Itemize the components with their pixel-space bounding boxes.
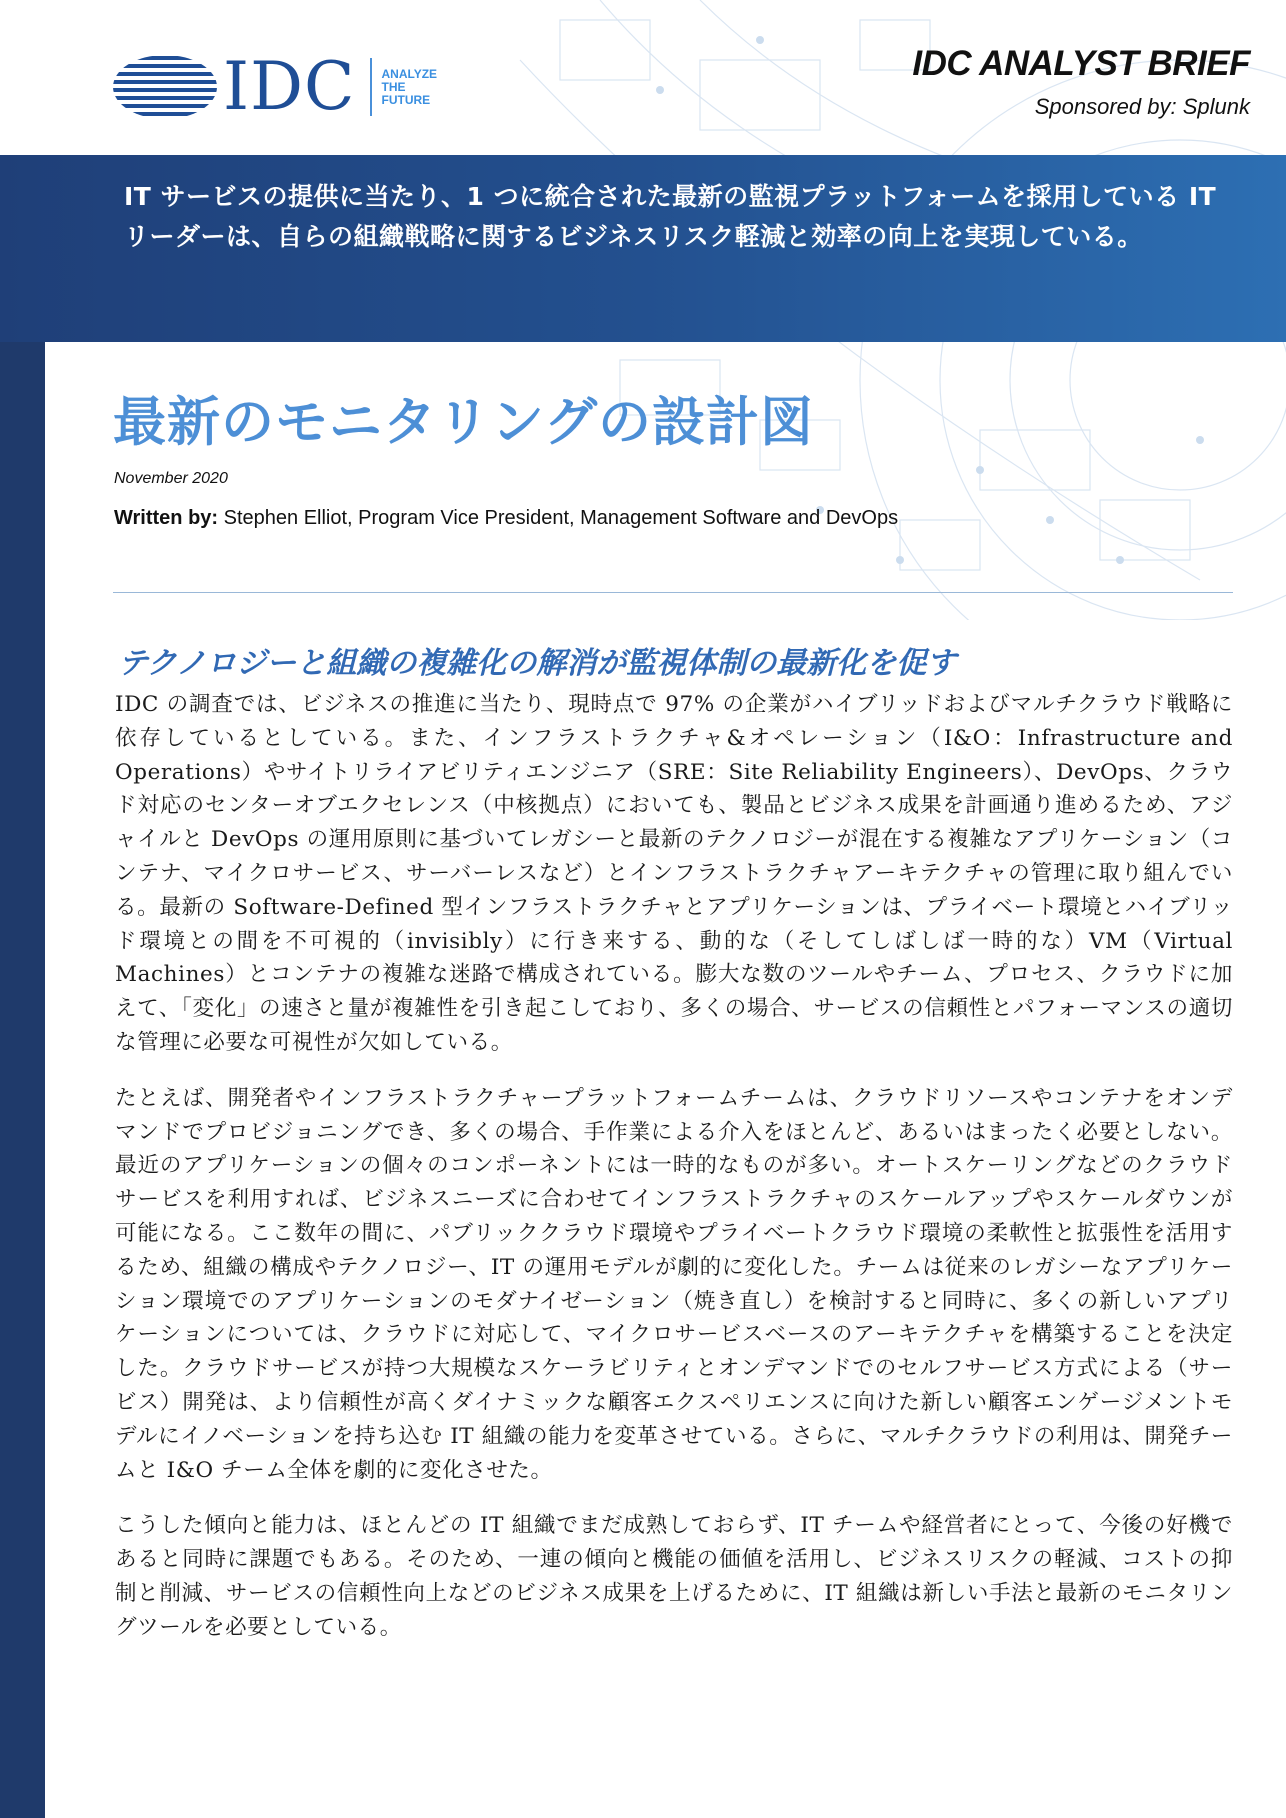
tagline-line: THE	[381, 79, 406, 94]
document-title: 最新のモニタリングの設計図	[113, 392, 814, 453]
author-name: Stephen Elliot, Program Vice President, Management Software and DevOps	[218, 507, 899, 529]
tagline-line: FUTURE	[381, 92, 431, 107]
author-line	[114, 507, 898, 530]
summary-banner	[0, 155, 1286, 342]
brief-type-title: IDC ANALYST BRIEF	[912, 44, 1250, 83]
body-paragraph: こうした傾向と能力は、ほとんどの IT 組織でまだ成熟しておらず、IT チームや経営者にとって、今後の好機であると同時に課題でもある。そのため、一連の傾向と機能の価値を活用し、ビジネスリスクの軽減、コストの抑制と削減、サービスの信頼性向上などのビジネス成果を上げるために、IT 組織は新しい手法と最新のモニタリングツールを必要としている。	[115, 1513, 1233, 1640]
logo-tagline	[382, 68, 438, 107]
body-paragraph: たとえば、開発者やインフラストラクチャープラットフォームチームは、クラウドリソースやコンテナをオンデマンドでプロビジョニングでき、多くの場合、手作業による介入をほとんど、あるいはまったく必要としない。最近のアプリケーションの個々のコンポーネントには一時的なものが多い。オートスケーリングなどのクラウドサービスを利用すれば、ビジネスニーズに合わせてインフラストラクチャのスケールアップやスケールダウンが可能になる。ここ数年の間に、パブリッククラウド環境やプライベートクラウド環境の柔軟性と拡張性を活用するため、組織の構成やテクノロジー、IT の運用モデルが劇的に変化した。チームは従来のレガシーなアプリケーション環境でのアプリケーションのモダナイゼーション（焼き直し）を検討すると同時に、多くの新しいアプリケーションについては、クラウドに対応して、マイクロサービスベースのアーキテクチャを構築することを決定した。クラウドサービスが持つ大規模なスケーラビリティとオンデマンドでのセルフサービス方式による（サービス）開発は、より信頼性が高くダイナミックな顧客エクスペリエンスに向けた新しい顧客エンゲージメントモデルにイノベーションを持ち込む IT 組織の能力を変革させている。さらに、マルチクラウドの利用は、開発チームと I&O チーム全体を劇的に変化させた。	[115, 1085, 1233, 1483]
logo-divider	[370, 58, 372, 116]
body-paragraph: IDC の調査では、ビジネスの推進に当たり、現時点で 97% の企業がハイブリッドおよびマルチクラウド戦略に依存しているとしている。また、インフラストラクチャ&オペレーション（I&O：Infrastructure and Operations）やサイトリライアビリティエンジニア（SRE：Site Reliability Engineers）、DevOps、クラウド対応のセンターオブエクセレンス（中核拠点）においても、製品とビジネス成果を計画通り進めるため、アジャイルと DevOps の運用原則に基づいてレガシーと最新のテクノロジーが混在する複雑なアプリケーション（コンテナ、マイクロサービス、サーバーレスなど）とインフラストラクチャアーキテクチャの管理に取り組んでいる。最新の Software-Defined 型インフラストラクチャとアプリケーションは、プライベート環境とハイブリッド環境との間を不可視的（invisibly）に行き来する、動的な（そしてしばしば一時的な）VM（Virtual Machines）とコンテナの複雑な迷路で構成されている。膨大な数のツールやチーム、プロセス、クラウドに加えて、「変化」の速さと量が複雑性を引き起こしており、多くの場合、サービスの信頼性とパフォーマンスの適切な管理に必要な可視性が欠如している。	[115, 692, 1233, 1055]
left-navy-band	[0, 155, 45, 1818]
publication-date: November 2020	[114, 470, 228, 487]
tagline-line: ANALYZE	[381, 66, 438, 81]
logo-wordmark: IDC	[223, 48, 356, 125]
divider-rule	[113, 592, 1233, 593]
idc-logo	[113, 48, 438, 125]
section-body	[115, 688, 1233, 1667]
written-by-label: Written by:	[114, 507, 219, 529]
banner-summary-text: IT サービスの提供に当たり、1 つに統合された最新の監視プラットフォームを採用している IT リーダーは、自らの組織戦略に関するビジネスリスク軽減と効率の向上を実現している。	[124, 182, 1217, 251]
sponsor-line: Sponsored by: Splunk	[1034, 94, 1250, 119]
section-heading: テクノロジーと組織の複雑化の解消が監視体制の最新化を促す	[118, 646, 957, 681]
globe-lines-icon	[113, 54, 217, 120]
